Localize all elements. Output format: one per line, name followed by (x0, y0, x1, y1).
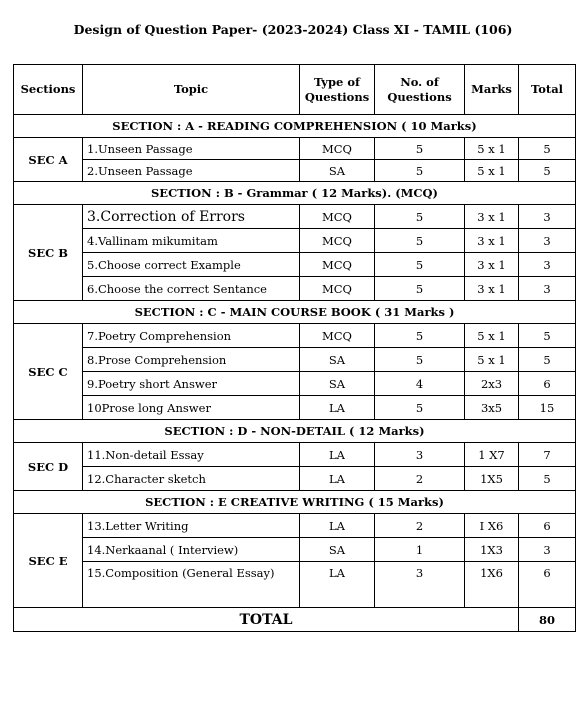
header-marks: Marks (465, 65, 519, 115)
total-cell: 5 (519, 138, 576, 160)
section-a-heading-row (14, 115, 576, 138)
header-type-line1: Type of (314, 74, 360, 89)
count-cell: 5 (375, 160, 465, 182)
total-cell: 5 (519, 467, 576, 491)
header-count-line2: Questions (387, 89, 452, 104)
type-cell: MCQ (300, 205, 375, 229)
table-row (14, 348, 576, 372)
type-cell: MCQ (300, 138, 375, 160)
type-cell: LA (300, 443, 375, 467)
count-cell: 2 (375, 514, 465, 538)
marks-cell: 1X5 (465, 467, 519, 491)
table-row (14, 372, 576, 396)
total-row (14, 608, 576, 632)
table-row (14, 138, 576, 160)
section-a-name: SEC A (14, 138, 83, 182)
section-e-heading-row (14, 491, 576, 514)
section-d-heading-row (14, 420, 576, 443)
type-cell: MCQ (300, 253, 375, 277)
table-row (14, 160, 576, 182)
count-cell: 5 (375, 396, 465, 420)
header-type-line2: Questions (304, 89, 370, 104)
table-row (14, 277, 576, 301)
topic-cell: 5.Choose correct Example (83, 253, 300, 277)
count-cell: 5 (375, 138, 465, 160)
topic-cell: 3.Correction of Errors (83, 205, 300, 229)
marks-cell: 5 x 1 (465, 160, 519, 182)
marks-cell: 3 x 1 (465, 205, 519, 229)
section-e-name: SEC E (14, 514, 83, 608)
count-cell: 5 (375, 324, 465, 348)
type-cell: SA (300, 160, 375, 182)
topic-cell: 7.Poetry Comprehension (83, 324, 300, 348)
table-row (14, 467, 576, 491)
section-b-heading-row (14, 182, 576, 205)
section-b-heading: SECTION : B - Grammar ( 12 Marks). (MCQ) (14, 182, 576, 205)
topic-cell: 9.Poetry short Answer (83, 372, 300, 396)
count-cell: 3 (375, 562, 465, 608)
type-cell: MCQ (300, 277, 375, 301)
section-d-name: SEC D (14, 443, 83, 491)
topic-cell: 2.Unseen Passage (83, 160, 300, 182)
type-cell: MCQ (300, 324, 375, 348)
type-cell: MCQ (300, 229, 375, 253)
type-cell: LA (300, 467, 375, 491)
section-c-name: SEC C (14, 324, 83, 420)
marks-cell: 5 x 1 (465, 348, 519, 372)
topic-cell: 11.Non-detail Essay (83, 443, 300, 467)
count-cell: 2 (375, 467, 465, 491)
marks-cell: 1 X7 (465, 443, 519, 467)
total-cell: 3 (519, 277, 576, 301)
topic-cell: 12.Character sketch (83, 467, 300, 491)
topic-cell: 1.Unseen Passage (83, 138, 300, 160)
marks-cell: 5 x 1 (465, 324, 519, 348)
type-cell: LA (300, 396, 375, 420)
topic-cell: 6.Choose the correct Sentance (83, 277, 300, 301)
header-row (14, 65, 576, 115)
type-cell: LA (300, 562, 375, 608)
count-cell: 5 (375, 348, 465, 372)
count-cell: 5 (375, 205, 465, 229)
table-row (14, 562, 576, 608)
section-c-heading: SECTION : C - MAIN COURSE BOOK ( 31 Marks ) (14, 301, 576, 324)
marks-cell: 1X6 (465, 562, 519, 608)
table-row (14, 205, 576, 229)
total-cell: 6 (519, 514, 576, 538)
total-cell: 6 (519, 372, 576, 396)
marks-cell: 1X3 (465, 538, 519, 562)
section-d-heading: SECTION : D - NON-DETAIL ( 12 Marks) (14, 420, 576, 443)
marks-cell: 3 x 1 (465, 229, 519, 253)
total-cell: 5 (519, 324, 576, 348)
section-e-heading: SECTION : E CREATIVE WRITING ( 15 Marks) (14, 491, 576, 514)
table-row (14, 443, 576, 467)
topic-cell: 10Prose long Answer (83, 396, 300, 420)
header-type (300, 65, 375, 115)
total-value: 80 (519, 608, 576, 632)
count-cell: 5 (375, 229, 465, 253)
design-table (13, 64, 576, 632)
type-cell: SA (300, 372, 375, 396)
header-count (375, 65, 465, 115)
marks-cell: 5 x 1 (465, 138, 519, 160)
count-cell: 1 (375, 538, 465, 562)
type-cell: LA (300, 514, 375, 538)
marks-cell: 3x5 (465, 396, 519, 420)
total-cell: 5 (519, 160, 576, 182)
topic-cell: 4.Vallinam mikumitam (83, 229, 300, 253)
total-cell: 3 (519, 229, 576, 253)
topic-cell: 14.Nerkaanal ( Interview) (83, 538, 300, 562)
marks-cell: 3 x 1 (465, 277, 519, 301)
section-a-heading: SECTION : A - READING COMPREHENSION ( 10 Marks) (14, 115, 576, 138)
count-cell: 3 (375, 443, 465, 467)
header-sections: Sections (14, 65, 83, 115)
topic-cell: 8.Prose Comprehension (83, 348, 300, 372)
header-count-line1: No. of (400, 74, 439, 89)
header-topic: Topic (83, 65, 300, 115)
section-c-heading-row (14, 301, 576, 324)
page-title: Design of Question Paper- (2023-2024) Class XI - TAMIL (106) (73, 22, 513, 37)
count-cell: 4 (375, 372, 465, 396)
table-row (14, 514, 576, 538)
total-cell: 5 (519, 348, 576, 372)
total-cell: 7 (519, 443, 576, 467)
table-row (14, 396, 576, 420)
total-label: TOTAL (14, 608, 519, 632)
type-cell: SA (300, 348, 375, 372)
marks-cell: 2x3 (465, 372, 519, 396)
total-cell: 3 (519, 253, 576, 277)
total-cell: 3 (519, 538, 576, 562)
header-total: Total (519, 65, 576, 115)
total-cell: 3 (519, 205, 576, 229)
table-row (14, 538, 576, 562)
topic-cell: 15.Composition (General Essay) (83, 562, 300, 608)
count-cell: 5 (375, 253, 465, 277)
section-b-name: SEC B (14, 205, 83, 301)
type-cell: SA (300, 538, 375, 562)
total-cell: 15 (519, 396, 576, 420)
topic-cell: 13.Letter Writing (83, 514, 300, 538)
marks-cell: 3 x 1 (465, 253, 519, 277)
count-cell: 5 (375, 277, 465, 301)
table-row (14, 324, 576, 348)
marks-cell: I X6 (465, 514, 519, 538)
table-row (14, 229, 576, 253)
table-row (14, 253, 576, 277)
total-cell: 6 (519, 562, 576, 608)
